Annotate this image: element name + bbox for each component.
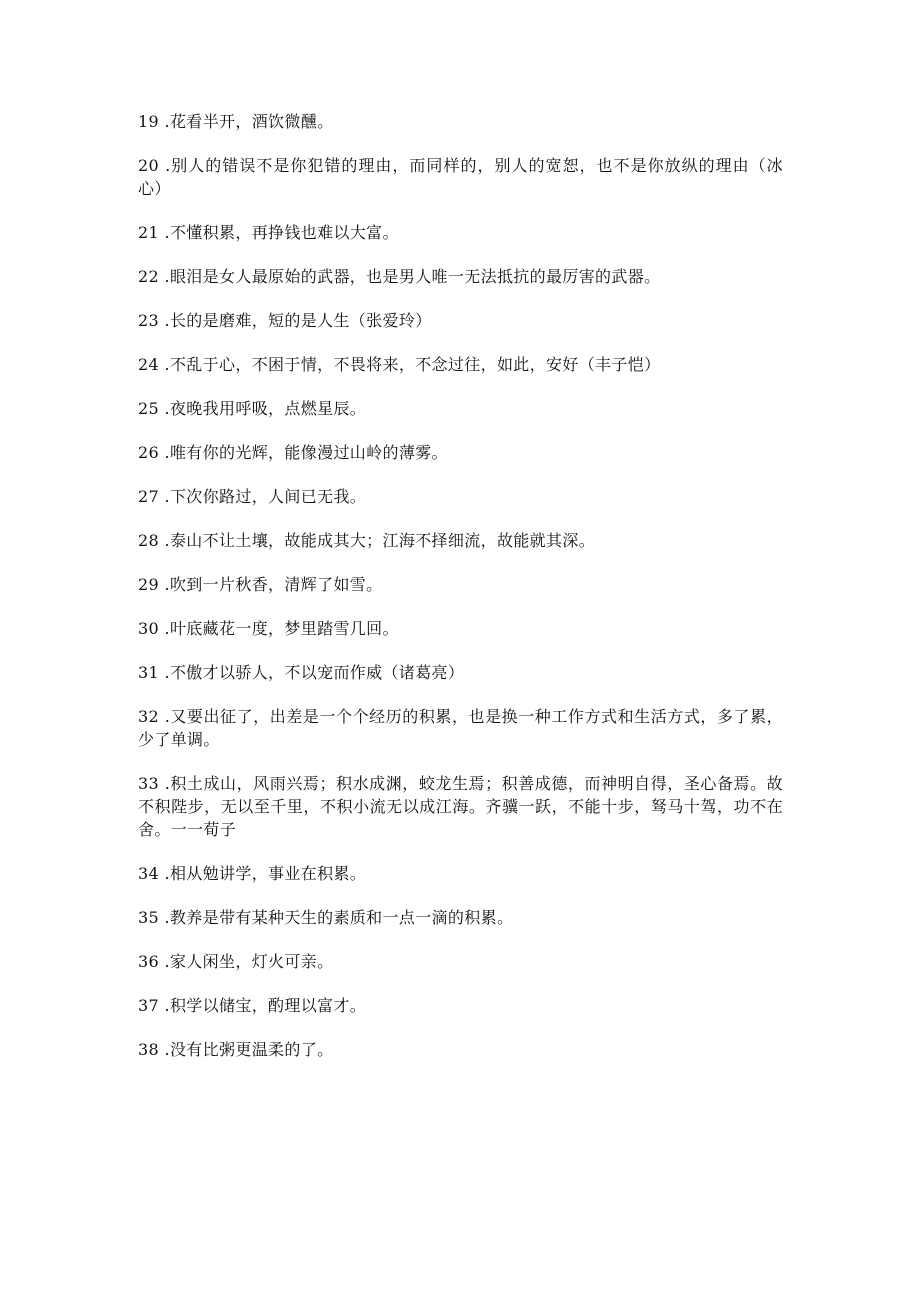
item-number: 35 [138,908,160,927]
item-text: 积土成山，风雨兴焉；积水成渊，蛟龙生焉；积善成德，而神明自得，圣心备焉。故不积陛步，无以至千里，不积小流无以成江海。齐骥一跃，不能十步，驽马十驾，功不在舍。一一荀子 [138,774,784,839]
item-number: 28 [138,531,160,550]
list-item: 22 .眼泪是女人最原始的武器，也是男人唯一无法抵抗的最厉害的武器。 [138,267,661,286]
item-number: 20 [138,156,160,175]
item-number: 24 [138,355,160,374]
item-number: 25 [138,399,160,418]
list-item: 27 .下次你路过，人间已无我。 [138,487,367,506]
item-number: 23 [138,311,160,330]
list-item: 19 .花看半开，酒饮微醺。 [138,112,334,131]
list-item: 25 .夜晚我用呼吸，点燃星辰。 [138,399,367,418]
list-item: 36 .家人闲坐，灯火可亲。 [138,952,334,971]
item-number: 22 [138,267,160,286]
item-text: 积学以储宝，酌理以富才。 [169,996,367,1015]
list-item: 35 .教养是带有某种天生的素质和一点一滴的积累。 [138,908,514,927]
item-number: 36 [138,952,160,971]
list-item: 32 .又要出征了，出差是一个个经历的积累，也是换一种工作方式和生活方式，多了累，少了单调。 [138,707,784,749]
item-text: 叶底藏花一度，梦里踏雪几回。 [169,619,399,638]
list-item: 37 .积学以储宝，酌理以富才。 [138,996,367,1015]
item-number: 34 [138,864,160,883]
list-item: 23 .长的是磨难，短的是人生（张爱玲） [138,311,432,330]
item-number: 27 [138,487,160,506]
list-item: 38 .没有比粥更温柔的了。 [138,1040,334,1059]
list-item: 20 .别人的错误不是你犯错的理由，而同样的，别人的宽恕，也不是你放纵的理由（冰心） [138,156,784,198]
item-text: 泰山不让土壤，故能成其大；江海不择细流，故能就其深。 [169,531,596,550]
item-number: 32 [138,707,160,726]
item-text: 夜晚我用呼吸，点燃星辰。 [169,399,367,418]
item-text: 相从勉讲学，事业在积累。 [169,864,367,883]
item-number: 26 [138,443,160,462]
list-item: 21 .不懂积累，再挣钱也难以大富。 [138,223,399,242]
item-text: 家人闲坐，灯火可亲。 [169,952,334,971]
item-text: 不懂积累，再挣钱也难以大富。 [169,223,399,242]
list-item: 31 .不傲才以骄人，不以宠而作威（诸葛亮） [138,663,465,682]
item-text: 唯有你的光辉，能像漫过山岭的薄雾。 [169,443,448,462]
list-item: 24 .不乱于心，不困于情，不畏将来，不念过往，如此，安好（丰子恺） [138,355,661,374]
item-number: 38 [138,1040,160,1059]
list-item: 33 .积土成山，风雨兴焉；积水成渊，蛟龙生焉；积善成德，而神明自得，圣心备焉。故不积陛步，无以至千里，不积小流无以成江海。齐骥一跃，不能十步，驽马十驾，功不在舍。一一荀子 [138,774,784,839]
item-text: 眼泪是女人最原始的武器，也是男人唯一无法抵抗的最厉害的武器。 [169,267,661,286]
item-text: 长的是磨难，短的是人生（张爱玲） [169,311,432,330]
list-item: 28 .泰山不让土壤，故能成其大；江海不择细流，故能就其深。 [138,531,596,550]
item-number: 19 [138,112,160,131]
item-number: 21 [138,223,160,242]
list-item: 29 .吹到一片秋香，清辉了如雪。 [138,575,383,594]
quote-list [138,110,783,1082]
item-number: 29 [138,575,160,594]
list-item: 26 .唯有你的光辉，能像漫过山岭的薄雾。 [138,443,448,462]
item-text: 不乱于心，不困于情，不畏将来，不念过往，如此，安好（丰子恺） [169,355,661,374]
item-number: 37 [138,996,160,1015]
item-text: 教养是带有某种天生的素质和一点一滴的积累。 [169,908,514,927]
item-text: 没有比粥更温柔的了。 [169,1040,334,1059]
item-text: 又要出征了，出差是一个个经历的积累，也是换一种工作方式和生活方式，多了累，少了单调。 [138,707,784,749]
item-text: 吹到一片秋香，清辉了如雪。 [169,575,383,594]
item-text: 别人的错误不是你犯错的理由，而同样的，别人的宽恕，也不是你放纵的理由（冰心） [138,156,784,198]
list-item: 34 .相从勉讲学，事业在积累。 [138,864,367,883]
item-number: 33 [138,774,160,793]
item-number: 31 [138,663,160,682]
item-text: 不傲才以骄人，不以宠而作威（诸葛亮） [169,663,465,682]
item-text: 花看半开，酒饮微醺。 [169,112,334,131]
item-text: 下次你路过，人间已无我。 [169,487,367,506]
list-item: 30 .叶底藏花一度，梦里踏雪几回。 [138,619,399,638]
item-number: 30 [138,619,160,638]
